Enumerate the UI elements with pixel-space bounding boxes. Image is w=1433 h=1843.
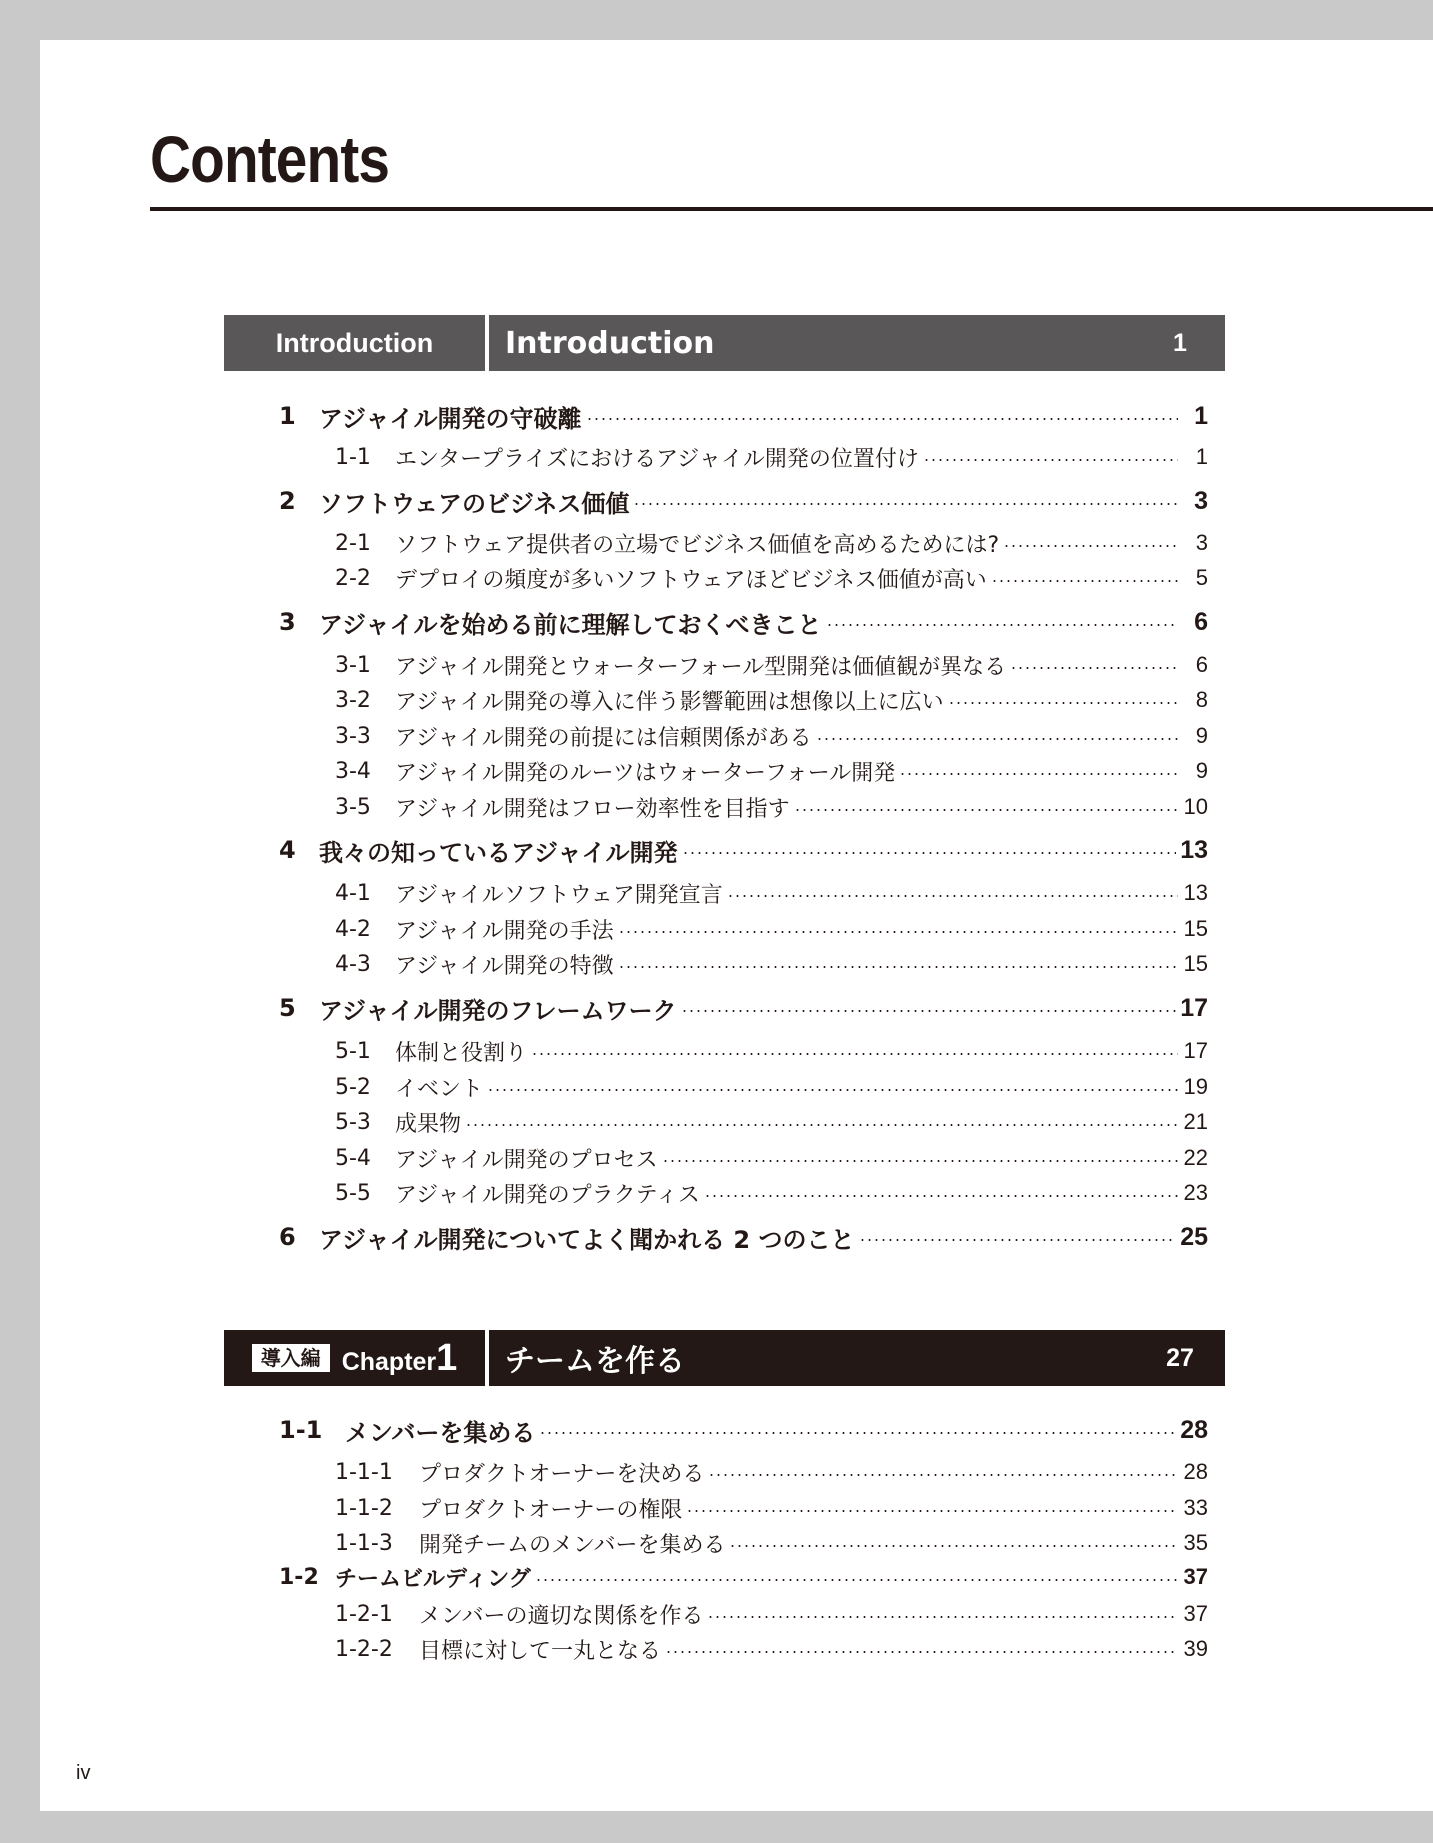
toc-entry-page: 1: [1195, 444, 1208, 469]
dot-leader: [618, 930, 1178, 934]
toc-entry[interactable]: [279, 1414, 1208, 1446]
toc-entry-title: プロダクトオーナーを決める: [419, 1461, 705, 1487]
toc-entry[interactable]: [279, 606, 1208, 638]
dot-leader: [816, 737, 1178, 741]
toc-entry-page: 28: [1180, 1415, 1208, 1444]
toc-entry-number: 4: [279, 836, 296, 864]
dot-leader: [948, 701, 1178, 705]
dot-leader: [531, 1052, 1178, 1056]
toc-entry[interactable]: [335, 684, 1208, 716]
intro-header-left: [224, 315, 489, 371]
toc-entry[interactable]: [335, 1142, 1208, 1174]
toc-entry-page: 37: [1183, 1564, 1208, 1589]
toc-entry-page: 6: [1195, 652, 1208, 677]
dot-leader: [727, 894, 1178, 898]
toc-entry-number: 2-1: [335, 530, 371, 556]
dot-leader: [1010, 666, 1178, 670]
toc-entry-number: 5-3: [335, 1109, 371, 1135]
toc-entry-number: 1-1: [335, 444, 371, 470]
dot-leader: [707, 1615, 1178, 1619]
dot-leader: [665, 1650, 1178, 1654]
toc-entry-number: 3-1: [335, 652, 371, 678]
toc-entry-title: プロダクトオーナーの権限: [419, 1497, 683, 1523]
chapter-word: Chapter: [341, 1348, 437, 1376]
toc-entry-title: アジャイル開発のプロセス: [395, 1147, 658, 1173]
toc-entry-number: 4-3: [335, 951, 371, 977]
toc-entry-page: 3: [1194, 486, 1208, 515]
chapter-number: 1: [436, 1337, 458, 1379]
toc-entry-number: 6: [279, 1223, 296, 1251]
toc-entry[interactable]: [335, 1492, 1208, 1524]
book-page: [40, 40, 1433, 1811]
toc-entry[interactable]: [335, 1456, 1208, 1488]
toc-entry-title: アジャイル開発の手法: [395, 918, 614, 944]
toc-entry[interactable]: [335, 720, 1208, 752]
toc-entry-page: 33: [1183, 1495, 1208, 1520]
toc-entry[interactable]: [335, 441, 1208, 473]
toc-entry-title: アジャイル開発のフレームワーク: [319, 996, 677, 1025]
toc-entry-number: 1-2-1: [335, 1601, 393, 1627]
toc-entry-number: 3-2: [335, 687, 371, 713]
toc-entry[interactable]: [335, 1633, 1208, 1665]
dot-leader: [991, 579, 1178, 583]
toc-entry-title: アジャイル開発の導入に伴う影響範囲は想像以上に広い: [395, 689, 944, 715]
toc-entry-title: 成果物: [395, 1111, 462, 1137]
toc-entry[interactable]: [335, 755, 1208, 787]
dot-leader: [539, 1431, 1176, 1435]
dot-leader: [704, 1194, 1178, 1198]
toc-entry[interactable]: [279, 992, 1208, 1024]
toc-entry-title: アジャイル開発の守破離: [319, 404, 582, 433]
toc-entry[interactable]: [279, 1221, 1208, 1253]
toc-entry-title: アジャイル開発はフロー効率性を目指す: [395, 796, 790, 822]
toc-entry-page: 9: [1195, 723, 1208, 748]
dot-leader: [535, 1578, 1178, 1582]
toc-entry-title: アジャイル開発の特徴: [395, 953, 614, 979]
dot-leader: [633, 502, 1178, 506]
toc-entry-page: 17: [1183, 1038, 1208, 1063]
toc-entry-number: 5: [279, 994, 296, 1022]
dot-leader: [923, 458, 1178, 462]
toc-entry-number: 3: [279, 608, 296, 636]
toc-entry-title: 開発チームのメンバーを集める: [419, 1532, 726, 1558]
toc-entry-number: 5-2: [335, 1074, 371, 1100]
toc-entry-number: 4-1: [335, 880, 371, 906]
chapter-1-page: 27: [1166, 1343, 1194, 1372]
toc-entry-number: 3-5: [335, 794, 371, 820]
toc-entry[interactable]: [335, 1106, 1208, 1138]
page-folio: iv: [76, 1762, 91, 1784]
toc-entry[interactable]: [335, 562, 1208, 594]
toc-entry-title: アジャイル開発の前提には信頼関係がある: [395, 725, 812, 751]
toc-entry-title: アジャイルを始める前に理解しておくべきこと: [319, 610, 822, 639]
toc-entry-page: 25: [1180, 1222, 1208, 1251]
dot-leader: [859, 1238, 1177, 1242]
dot-leader: [708, 1473, 1178, 1477]
dot-leader: [686, 1509, 1178, 1513]
toc-entry-number: 1-1: [279, 1416, 323, 1444]
toc-entry-page: 5: [1195, 565, 1208, 590]
toc-entry-title: アジャイル開発とウォーターフォール型開発は価値観が異なる: [395, 654, 1007, 680]
toc-entry-page: 22: [1183, 1145, 1208, 1170]
toc-entry-page: 6: [1194, 607, 1208, 636]
toc-entry[interactable]: [279, 834, 1208, 866]
toc-entry-title: アジャイル開発のルーツはウォーターフォール開発: [395, 760, 896, 786]
toc-entry-title: ソフトウェアのビジネス価値: [319, 489, 630, 518]
toc-entry[interactable]: [335, 1035, 1208, 1067]
toc-entry-number: 1-2-2: [335, 1636, 393, 1662]
toc-entry-page: 39: [1183, 1636, 1208, 1661]
dot-leader: [826, 623, 1178, 627]
chapter-label: [342, 1339, 458, 1377]
dot-leader: [1003, 544, 1178, 548]
toc-entry-title: チームビルディング: [335, 1566, 531, 1592]
toc-entry-number: 5-1: [335, 1038, 371, 1064]
toc-entry[interactable]: [335, 948, 1208, 980]
toc-entry[interactable]: [335, 791, 1208, 823]
toc-entry[interactable]: [335, 877, 1208, 909]
dot-leader: [465, 1123, 1178, 1127]
toc-entry-title: アジャイル開発についてよく聞かれる 2 つのこと: [319, 1225, 855, 1254]
toc-entry-number: 2-2: [335, 565, 371, 591]
intro-header-title: Introduction: [505, 325, 715, 361]
toc-entry-number: 5-5: [335, 1180, 371, 1206]
toc-entry-page: 23: [1183, 1180, 1208, 1205]
toc-entry-number: 1-1-1: [335, 1459, 393, 1485]
toc-entry-title: アジャイルソフトウェア開発宣言: [395, 882, 723, 908]
toc-entry-title: 目標に対して一丸となる: [419, 1638, 662, 1664]
toc-entry[interactable]: [335, 1071, 1208, 1103]
toc-entry-number: 4-2: [335, 916, 371, 942]
toc-entry-page: 28: [1183, 1459, 1208, 1484]
toc-entry-page: 35: [1183, 1530, 1208, 1555]
chapter-1-title: チームを作る: [505, 1344, 685, 1379]
dot-leader: [729, 1544, 1178, 1548]
dot-leader: [899, 772, 1178, 776]
toc-entry-title: アジャイル開発のプラクティス: [395, 1182, 700, 1208]
toc-entry-number: 1-2: [279, 1564, 319, 1590]
toc-entry-title: 体制と役割り: [395, 1040, 528, 1066]
toc-entry-page: 3: [1195, 530, 1208, 555]
toc-entry-title: メンバーを集める: [345, 1418, 536, 1447]
toc-entry-title: デプロイの頻度が多いソフトウェアほどビジネス価値が高い: [395, 567, 987, 593]
toc-entry-number: 2: [279, 487, 296, 515]
toc-entry-page: 37: [1183, 1601, 1208, 1626]
dot-leader: [487, 1088, 1178, 1092]
intro-header: [224, 315, 1225, 371]
toc-entry[interactable]: [279, 400, 1208, 432]
toc-entry-number: 3-4: [335, 758, 371, 784]
intro-header-page: 1: [1173, 328, 1187, 357]
intro-header-label: Introduction: [275, 327, 434, 358]
toc-entry-page: 15: [1183, 916, 1208, 941]
toc-entry[interactable]: [335, 1527, 1208, 1559]
toc-entry[interactable]: [335, 913, 1208, 945]
title-rule: [150, 207, 1433, 211]
toc-entry-title: 我々の知っているアジャイル開発: [319, 838, 678, 867]
toc-entry-number: 1-1-3: [335, 1530, 393, 1556]
dot-leader: [586, 417, 1178, 421]
toc-entry-page: 8: [1195, 687, 1208, 712]
part-badge: 導入編: [252, 1344, 330, 1372]
toc-entry-title: ソフトウェア提供者の立場でビジネス価値を高めるためには?: [395, 532, 1000, 558]
toc-entry-page: 21: [1183, 1109, 1208, 1134]
dot-leader: [662, 1159, 1178, 1163]
toc-entry-page: 13: [1180, 835, 1208, 864]
toc-entry-title: メンバーの適切な関係を作る: [419, 1603, 704, 1629]
toc-entry[interactable]: [335, 1598, 1208, 1630]
toc-entry-page: 10: [1183, 794, 1208, 819]
toc-entry[interactable]: [335, 527, 1208, 559]
dot-leader: [681, 1009, 1177, 1013]
toc-entry-page: 1: [1194, 401, 1208, 430]
toc-entry-number: 5-4: [335, 1145, 371, 1171]
dot-leader: [794, 808, 1178, 812]
toc-entry-page: 19: [1183, 1074, 1208, 1099]
toc-entry-page: 9: [1195, 758, 1208, 783]
toc-entry-page: 13: [1183, 880, 1208, 905]
dot-leader: [682, 851, 1177, 855]
page-title: Contents: [150, 122, 390, 196]
toc-entry-title: イベント: [395, 1076, 484, 1102]
toc-entry[interactable]: [279, 485, 1208, 517]
toc-entry[interactable]: [335, 649, 1208, 681]
toc-entry[interactable]: [279, 1561, 1208, 1593]
toc-entry-page: 15: [1183, 951, 1208, 976]
toc-entry-page: 17: [1180, 993, 1208, 1022]
toc-entry-title: エンタープライズにおけるアジャイル開発の位置付け: [395, 446, 919, 472]
chapter-1-header: [224, 1330, 1225, 1386]
toc-entry-number: 1: [279, 402, 296, 430]
toc-entry-number: 1-1-2: [335, 1495, 393, 1521]
toc-entry-number: 3-3: [335, 723, 371, 749]
dot-leader: [618, 965, 1178, 969]
toc-entry[interactable]: [335, 1177, 1208, 1209]
chapter-1-header-left: [224, 1330, 489, 1386]
